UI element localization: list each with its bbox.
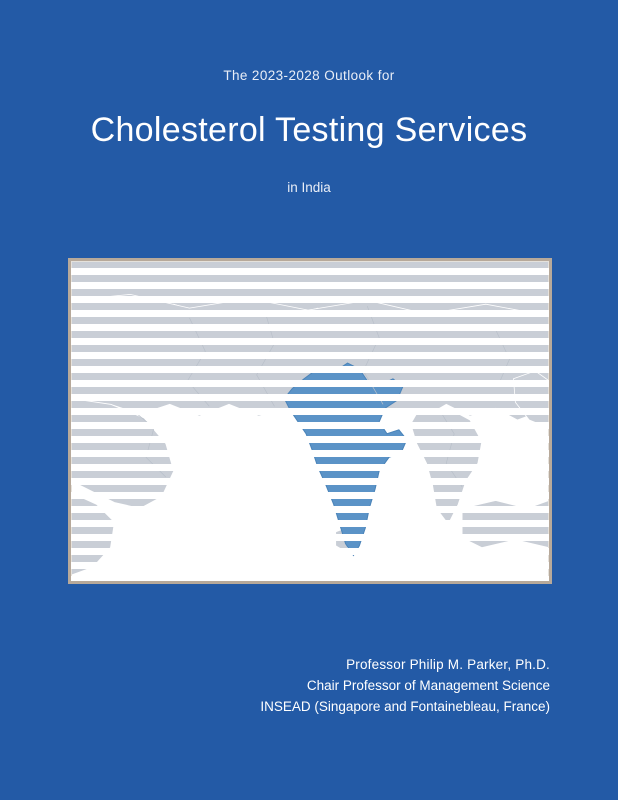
map-vector xyxy=(71,261,549,581)
author-affiliation: INSEAD (Singapore and Fontainebleau, France) xyxy=(260,699,550,715)
title-block xyxy=(0,68,618,195)
map-illustration xyxy=(68,258,552,584)
map-canvas xyxy=(71,261,549,581)
cover-pre-title: The 2023-2028 Outlook for xyxy=(223,68,395,83)
author-block xyxy=(260,655,550,718)
author-role: Chair Professor of Management Science xyxy=(306,678,550,694)
cover-sub-title: in India xyxy=(287,180,331,196)
author-name: Professor Philip M. Parker, Ph.D. xyxy=(346,657,550,673)
cover-main-title: Cholesterol Testing Services xyxy=(90,111,528,149)
